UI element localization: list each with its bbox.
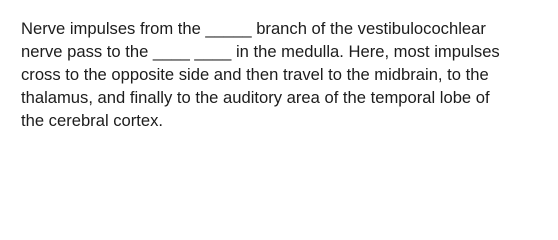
question-line-5: the cerebral cortex. bbox=[21, 111, 164, 130]
question-line-1: Nerve impulses from the _____ branch of the vestibulocochlear bbox=[21, 19, 486, 38]
question-line-4: thalamus, and finally to the auditory area of the temporal lobe of bbox=[21, 88, 490, 107]
question-line-3: cross to the opposite side and then travel to the midbrain, to the bbox=[21, 65, 489, 84]
question-text bbox=[21, 17, 551, 132]
question-line-2: nerve pass to the ____ ____ in the medulla. Here, most impulses bbox=[21, 42, 500, 61]
